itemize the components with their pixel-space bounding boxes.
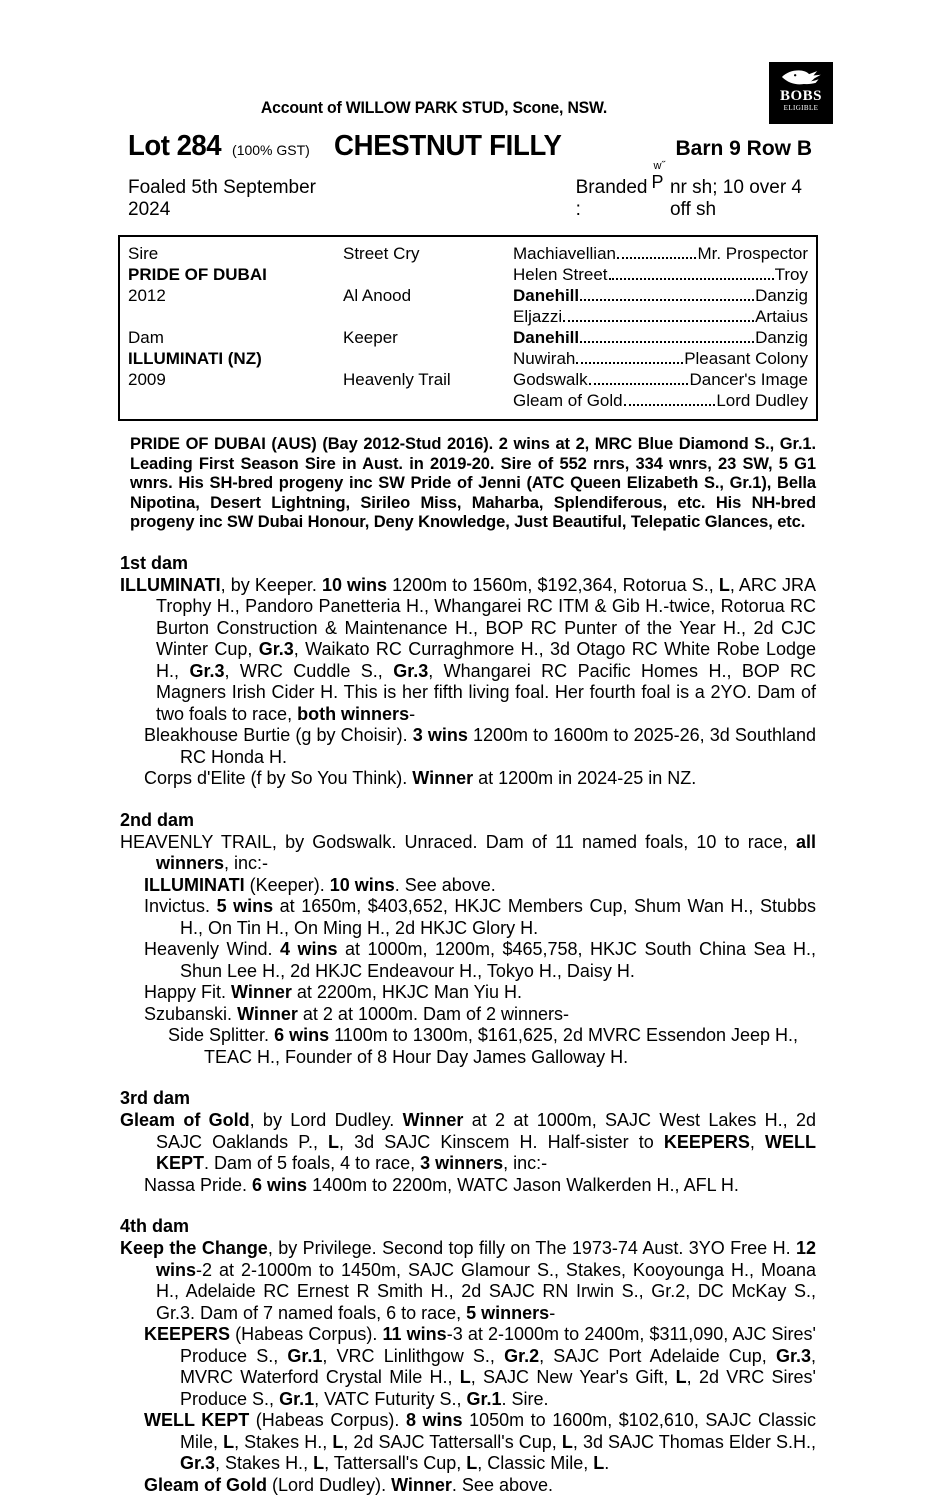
pedigree-generation-3 [513, 390, 808, 411]
pedigree-generation-1: Dam [128, 327, 343, 348]
pedigree-entry [120, 1475, 816, 1496]
dam-section-title: 1st dam [120, 553, 816, 574]
pedigree-row [128, 264, 808, 285]
entry-highlight: Winner [391, 1475, 452, 1495]
entry-text: Corps d'Elite (f by So You Think). [144, 768, 412, 788]
pedigree-sire-name: Helen Street [513, 264, 608, 285]
dot-leader [617, 257, 696, 259]
entry-highlight: Gleam of Gold [144, 1475, 267, 1495]
pedigree-table [118, 235, 818, 421]
entry-text: . [604, 1453, 609, 1473]
entry-text: . See above. [452, 1475, 553, 1495]
entry-highlight: Gr.3 [393, 661, 428, 681]
sire-summary: PRIDE OF DUBAI (AUS) (Bay 2012-Stud 2016). 2 wins at 2, MRC Blue Diamond S., Gr.1. Leading First Season Sire in Aust. in 2019-20. Sire of 552 rnrs, 334 wnrs, 23 SW, 5 G1 wnrs. His SH-bred progeny inc SW Pride of Jenni (ATC Queen Elizabeth S., Gr.1), Bella Nipotina, Desert Lightning, Sirileo Miss, Maharba, Splendiferous, etc. His NH-bred progeny inc SW Dubai Honour, Deny Knowledge, Just Beautiful, Telepatic Glances, etc. [130, 435, 816, 533]
entry-text: , 3d SAJC Kinscem H. Half-sister to [339, 1132, 664, 1152]
pedigree-dam-name: Danzig [755, 285, 808, 306]
pedigree-dam-name: Dancer's Image [689, 369, 808, 390]
pedigree-entry [120, 725, 816, 768]
pedigree-generation-1: PRIDE OF DUBAI [128, 264, 343, 285]
entry-highlight: L [328, 1132, 339, 1152]
bobs-eligible-logo [769, 62, 833, 124]
entry-highlight: 3 wins [413, 725, 468, 745]
pedigree-entry [120, 939, 816, 982]
entry-text: , Whangarei RC Pacific Homes H., BOP RC Magners Irish Cider H. This is her fifth living foal. Her fourth foal is a 2YO. Dam of two foals to race, [156, 661, 816, 724]
entry-text: , by Privilege. Second top filly on The 1973-74 Aust. 3YO Free H. [268, 1238, 796, 1258]
bobs-wordmark: BOBS [780, 89, 822, 104]
entry-text: , SAJC New Year's Gift, [471, 1367, 676, 1387]
entry-highlight: 10 wins [330, 875, 395, 895]
entry-highlight: both winners [297, 704, 409, 724]
lot-number: Lot 284 [128, 130, 221, 163]
pedigree-entry [120, 768, 816, 790]
barn-location: Barn 9 Row B [675, 137, 812, 161]
entry-highlight: 8 wins [406, 1410, 463, 1430]
entry-highlight: Winner [231, 982, 292, 1002]
entry-text: Szubanski. [144, 1004, 237, 1024]
dam-sections [0, 553, 938, 1496]
dam-section [120, 553, 816, 790]
pedigree-entry [120, 896, 816, 939]
entry-highlight: WELL KEPT [144, 1410, 249, 1430]
dam-section-title: 2nd dam [120, 810, 816, 831]
entry-highlight: Gr.3 [259, 639, 294, 659]
pedigree-generation-2 [343, 264, 513, 285]
entry-text: , Stakes H., [234, 1432, 332, 1452]
pedigree-generation-3 [513, 348, 808, 369]
pedigree-generation-2 [343, 390, 513, 411]
entry-text: (Keeper). [245, 875, 330, 895]
entry-highlight: L [562, 1432, 573, 1452]
entry-text: , Stakes H., [215, 1453, 313, 1473]
pedigree-sire-name: Eljazzi [513, 306, 562, 327]
pedigree-row [128, 327, 808, 348]
dot-leader [576, 362, 683, 364]
entry-highlight: Winner [412, 768, 473, 788]
page-header [0, 0, 938, 221]
pedigree-generation-2: Al Anood [343, 285, 513, 306]
dot-leader [580, 299, 754, 301]
brand-symbol-bottom: P [651, 173, 663, 191]
entry-text: (Habeas Corpus). [249, 1410, 406, 1430]
entry-highlight: Keep the Change [120, 1238, 268, 1258]
pedigree-entry [120, 1410, 816, 1475]
entry-highlight: ILLUMINATI [144, 875, 245, 895]
entry-highlight: L [719, 575, 730, 595]
entry-text: , Tattersall's Cup, [324, 1453, 466, 1473]
entry-text: 1050m to 1600m, $102,610, SAJC Classic Mile, [180, 1410, 816, 1452]
entry-text: -3 at 2-1000m to 2400m, $311,090, AJC Sires' Produce S., [180, 1324, 816, 1366]
dam-section [120, 1088, 816, 1196]
entry-highlight: Gleam of Gold [120, 1110, 250, 1130]
entry-highlight: Gr.1 [466, 1389, 501, 1409]
pedigree-sire-name: Danehill [513, 285, 579, 306]
entry-highlight: WELL KEPT [156, 1132, 816, 1174]
entry-text: Bleakhouse Burtie (g by Choisir). [144, 725, 413, 745]
pedigree-generation-1 [128, 306, 343, 327]
pedigree-generation-1: 2009 [128, 369, 343, 390]
lot-title-row [128, 130, 818, 163]
entry-text: , WRC Cuddle S., [224, 661, 393, 681]
entry-text: , [750, 1132, 765, 1152]
entry-highlight: Gr.3 [189, 661, 224, 681]
entry-highlight: L [466, 1453, 477, 1473]
pedigree-generation-1: ILLUMINATI (NZ) [128, 348, 343, 369]
dot-leader [580, 341, 754, 343]
bobs-eligible-text: ELIGIBLE [784, 104, 819, 113]
entry-text: . See above. [395, 875, 496, 895]
colour-and-sex: CHESTNUT FILLY [334, 130, 562, 163]
entry-highlight: 5 wins [217, 896, 274, 916]
entry-text: at 1000m, 1200m, $465,758, HKJC South China Sea H., Shun Lee H., 2d HKJC Endeavour H., Tokyo H., Daisy H. [180, 939, 816, 981]
pedigree-dam-name: Artaius [755, 306, 808, 327]
pedigree-sire-name: Danehill [513, 327, 579, 348]
dam-section [120, 810, 816, 1069]
entry-highlight: 10 wins [322, 575, 387, 595]
entry-text: at 2 at 1000m. Dam of 2 winners- [298, 1004, 569, 1024]
entry-highlight: Winner [403, 1110, 464, 1130]
entry-text: 1200m to 1600m to 2025-26, 3d Southland RC Honda H. [180, 725, 816, 767]
pedigree-dam-name: Danzig [755, 327, 808, 348]
entry-text: - [409, 704, 415, 724]
pedigree-entry [120, 1238, 816, 1324]
entry-text: at 1200m in 2024-25 in NZ. [473, 768, 696, 788]
pedigree-generation-2 [343, 348, 513, 369]
entry-highlight: 6 wins [252, 1175, 307, 1195]
pedigree-row [128, 285, 808, 306]
pedigree-entry [120, 1110, 816, 1175]
entry-highlight: Gr.3 [776, 1346, 811, 1366]
foaled-date: Foaled 5th September 2024 [128, 177, 324, 221]
entry-text: (Habeas Corpus). [230, 1324, 382, 1344]
pedigree-sire-name: Machiavellian [513, 243, 616, 264]
pedigree-generation-3 [513, 264, 808, 285]
dam-section-title: 4th dam [120, 1216, 816, 1237]
pedigree-dam-name: Lord Dudley [716, 390, 808, 411]
gst-note: (100% GST) [232, 142, 310, 158]
pedigree-generation-2: Keeper [343, 327, 513, 348]
pedigree-row [128, 390, 808, 411]
entry-text: at 2200m, HKJC Man Yiu H. [292, 982, 522, 1002]
pedigree-entry [120, 1025, 816, 1068]
entry-text: , 2d VRC Sires' Produce S., [180, 1367, 816, 1409]
branded-info [576, 173, 818, 221]
entry-text: Invictus. [144, 896, 217, 916]
entry-highlight: L [332, 1432, 343, 1452]
entry-text: -2 at 2-1000m to 1450m, SAJC Glamour S., Stakes, Kooyounga H., Moana H., Adelaide RC Ernest R Smith H., 2d SAJC RN Irwin S., Gr.2, DC McKay S., Gr.3. Dam of 7 named foals, 6 to race, [156, 1260, 816, 1323]
entry-text: , VATC Futurity S., [314, 1389, 466, 1409]
horse-head-icon [779, 66, 823, 88]
entry-text: HEAVENLY TRAIL, by Godswalk. Unraced. Dam of 11 named foals, 10 to race, [120, 832, 796, 852]
entry-highlight: all winners [156, 832, 816, 874]
pedigree-entry [120, 832, 816, 875]
entry-highlight: 11 wins [383, 1324, 447, 1344]
pedigree-sire-name: Nuwirah [513, 348, 575, 369]
dot-leader [609, 278, 774, 280]
entry-highlight: L [460, 1367, 471, 1387]
entry-highlight: 4 wins [280, 939, 338, 959]
entry-text: 1400m to 2200m, WATC Jason Walkerden H., AFL H. [307, 1175, 739, 1195]
entry-highlight: 12 wins [156, 1238, 816, 1280]
entry-highlight: L [223, 1432, 234, 1452]
pedigree-entry [120, 575, 816, 726]
entry-text: , MVRC Waterford Crystal Mile H., [180, 1346, 816, 1388]
entry-highlight: Gr.1 [287, 1346, 322, 1366]
pedigree-entry [120, 1004, 816, 1026]
pedigree-row [128, 348, 808, 369]
entry-text: , 2d SAJC Tattersall's Cup, [343, 1432, 562, 1452]
pedigree-generation-2: Heavenly Trail [343, 369, 513, 390]
entry-highlight: 3 winners [420, 1153, 503, 1173]
entry-text: , SAJC Port Adelaide Cup, [539, 1346, 776, 1366]
entry-text: , VRC Linlithgow S., [322, 1346, 504, 1366]
brand-symbol [651, 173, 666, 193]
entry-highlight: Gr.3 [180, 1453, 215, 1473]
pedigree-generation-3 [513, 327, 808, 348]
pedigree-entry [120, 1324, 816, 1410]
vendor-account: Account of WILLOW PARK STUD, Scone, NSW. [142, 0, 726, 118]
entry-text: . Dam of 5 foals, 4 to race, [204, 1153, 420, 1173]
pedigree-entry [120, 982, 816, 1004]
pedigree-dam-name: Pleasant Colony [684, 348, 808, 369]
pedigree-row [128, 369, 808, 390]
entry-text: 1200m to 1560m, $192,364, Rotorua S., [387, 575, 719, 595]
pedigree-sire-name: Gleam of Gold [513, 390, 623, 411]
entry-text: , 3d SAJC Thomas Elder S.H., [573, 1432, 816, 1452]
pedigree-generation-2: Street Cry [343, 243, 513, 264]
entry-text: - [549, 1303, 555, 1323]
pedigree-entry [120, 875, 816, 897]
entry-highlight: KEEPERS [664, 1132, 750, 1152]
entry-highlight: L [313, 1453, 324, 1473]
entry-highlight: L [593, 1453, 604, 1473]
entry-highlight: ILLUMINATI [120, 575, 221, 595]
entry-text: Side Splitter. [168, 1025, 274, 1045]
dot-leader [589, 383, 689, 385]
entry-text: at 2 at 1000m, SAJC West Lakes H., 2d SAJC Oaklands P., [156, 1110, 816, 1152]
entry-text: Heavenly Wind. [144, 939, 280, 959]
entry-highlight: Winner [237, 1004, 298, 1024]
entry-text: 1100m to 1300m, $161,625, 2d MVRC Essendon Jeep H., TEAC H., Founder of 8 Hour Day James Galloway H. [204, 1025, 798, 1067]
entry-text: . Sire. [501, 1389, 548, 1409]
pedigree-generation-3 [513, 369, 808, 390]
entry-text: at 1650m, $403,652, HKJC Members Cup, Shum Wan H., Stubbs H., On Tin H., On Ming H., 2d HKJC Glory H. [180, 896, 816, 938]
entry-highlight: L [676, 1367, 687, 1387]
pedigree-dam-name: Mr. Prospector [697, 243, 808, 264]
entry-text: , Classic Mile, [477, 1453, 593, 1473]
entry-text: , inc:- [503, 1153, 547, 1173]
pedigree-row [128, 243, 808, 264]
dot-leader [624, 404, 716, 406]
entry-text: , by Keeper. [221, 575, 322, 595]
entry-highlight: KEEPERS [144, 1324, 230, 1344]
pedigree-entry [120, 1175, 816, 1197]
pedigree-row [128, 306, 808, 327]
entry-text: , Waikato RC Curraghmore H., 3d Otago RC White Robe Lodge H., [156, 639, 816, 681]
pedigree-generation-1 [128, 390, 343, 411]
foaled-branded-row [128, 173, 818, 221]
entry-highlight: 6 wins [274, 1025, 329, 1045]
dam-section [120, 1216, 816, 1496]
pedigree-generation-1: 2012 [128, 285, 343, 306]
pedigree-generation-2 [343, 306, 513, 327]
brand-symbol-top: w˝ [653, 161, 665, 172]
entry-text: , by Lord Dudley. [250, 1110, 403, 1130]
pedigree-generation-3 [513, 306, 808, 327]
pedigree-sire-name: Godswalk [513, 369, 588, 390]
dot-leader [563, 320, 754, 322]
entry-text: Nassa Pride. [144, 1175, 252, 1195]
branded-description: nr sh; 10 over 4 off sh [670, 177, 818, 221]
entry-text: Happy Fit. [144, 982, 231, 1002]
dam-section-title: 3rd dam [120, 1088, 816, 1109]
branded-label: Branded : [576, 177, 648, 221]
pedigree-generation-3 [513, 243, 808, 264]
entry-highlight: 5 winners [466, 1303, 549, 1323]
pedigree-generation-3 [513, 285, 808, 306]
pedigree-dam-name: Troy [775, 264, 808, 285]
entry-highlight: Gr.2 [504, 1346, 539, 1366]
entry-highlight: Gr.1 [279, 1389, 314, 1409]
entry-text: (Lord Dudley). [267, 1475, 391, 1495]
entry-text: , inc:- [224, 853, 268, 873]
pedigree-generation-1: Sire [128, 243, 343, 264]
entry-text: , ARC JRA Trophy H., Pandoro Panetteria H., Whangarei RC ITM & Gib H.-twice, Rotorua RC Burton Construction & Maintenance H., BOP RC Punter of the Year H., 2d CJC Winter Cup, [156, 575, 816, 660]
